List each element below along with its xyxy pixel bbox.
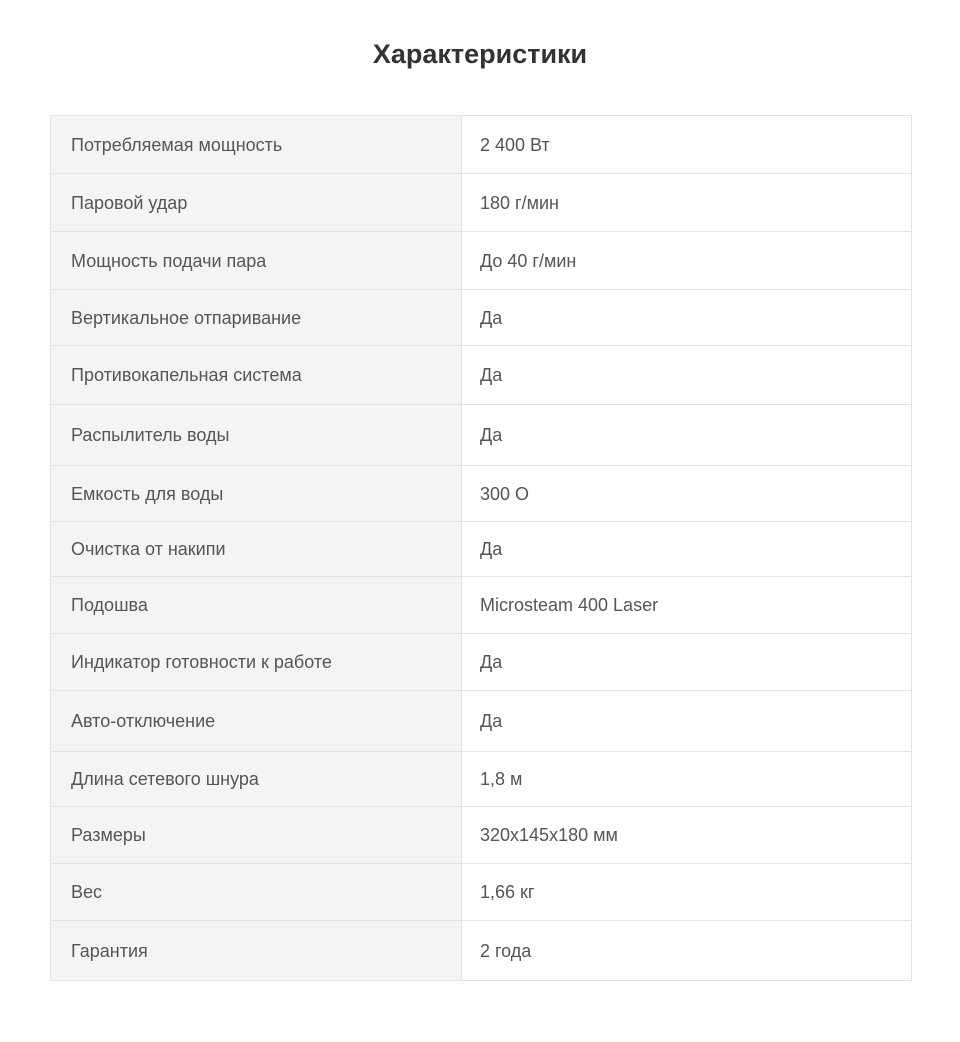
spec-label: Гарантия [51,921,462,981]
spec-value: Да [462,691,912,752]
spec-value: Да [462,634,912,691]
table-row [51,116,912,174]
spec-label: Очистка от накипи [51,522,462,577]
spec-value: Да [462,405,912,466]
table-row [51,864,912,921]
spec-label: Мощность подачи пара [51,232,462,290]
page-title: Характеристики [372,39,588,69]
spec-value: 1,8 м [462,752,912,807]
spec-value: Microsteam 400 Laser [462,577,912,634]
spec-label: Индикатор готовности к работе [51,634,462,691]
table-row [51,466,912,522]
specs-table-body [51,116,912,981]
spec-value: До 40 г/мин [462,232,912,290]
spec-value: 300 О [462,466,912,522]
table-row [51,634,912,691]
spec-label: Паровой удар [51,174,462,232]
table-row [51,752,912,807]
table-row [51,346,912,405]
table-row [51,232,912,290]
table-row [51,807,912,864]
spec-value: Да [462,522,912,577]
table-row [51,522,912,577]
spec-value: 180 г/мин [462,174,912,232]
spec-label: Авто-отключение [51,691,462,752]
table-row [51,691,912,752]
spec-label: Вес [51,864,462,921]
spec-value: 320х145х180 мм [462,807,912,864]
spec-label: Распылитель воды [51,405,462,466]
spec-label: Противокапельная система [51,346,462,405]
table-row [51,577,912,634]
spec-label: Подошва [51,577,462,634]
table-row [51,405,912,466]
spec-value: 2 года [462,921,912,981]
table-row [51,174,912,232]
table-row [51,921,912,981]
spec-label: Емкость для воды [51,466,462,522]
spec-value: 1,66 кг [462,864,912,921]
table-row [51,290,912,346]
spec-label: Вертикальное отпаривание [51,290,462,346]
spec-value: Да [462,346,912,405]
specs-table [50,115,912,981]
spec-value: 2 400 Вт [462,116,912,174]
spec-label: Размеры [51,807,462,864]
spec-label: Длина сетевого шнура [51,752,462,807]
spec-label: Потребляемая мощность [51,116,462,174]
spec-value: Да [462,290,912,346]
